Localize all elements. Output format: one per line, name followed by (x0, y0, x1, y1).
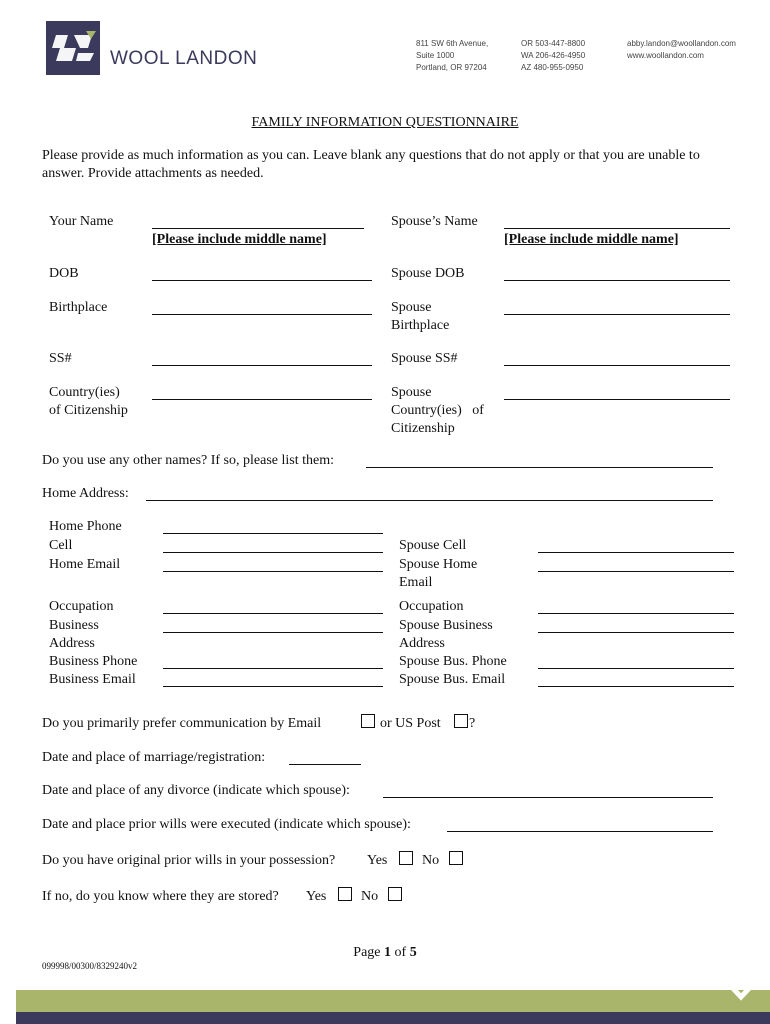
home-address-field[interactable] (146, 500, 713, 501)
business-address-field[interactable] (163, 632, 383, 633)
occupation-field[interactable] (163, 613, 383, 614)
spouse-dob-label: Spouse DOB (391, 266, 465, 281)
intro-text: Please provide as much information as you can. Leave blank any questions that do not apply or that you are unable to answer. Provide attachments as needed. (42, 148, 700, 181)
label-line: Spouse Home (399, 557, 478, 572)
label-line: Country(ies) (49, 385, 120, 400)
spouse-name-label: Spouse’s Name (391, 214, 478, 229)
label-line: Email (399, 575, 433, 590)
spouse-name-field[interactable] (504, 228, 730, 229)
header-contact (627, 38, 736, 62)
spouse-business-address-label (399, 617, 493, 653)
home-address-label: Home Address: (42, 486, 129, 501)
other-names-field[interactable] (366, 467, 713, 468)
spouse-ss-label: Spouse SS# (391, 351, 458, 366)
business-email-field[interactable] (163, 686, 383, 687)
spouse-dob-field[interactable] (504, 280, 730, 281)
birthplace-field[interactable] (152, 314, 372, 315)
ss-field[interactable] (152, 365, 372, 366)
question-mark: ? (469, 716, 476, 731)
spouse-middle-name-note: [Please include middle name] (504, 232, 679, 247)
divorce-label: Date and place of any divorce (indicate which spouse): (42, 783, 350, 798)
business-address-label (49, 617, 99, 653)
original-wills-question: Do you have original prior wills in your possession? (42, 853, 336, 868)
email-link[interactable]: abby.landon@woollandon.com (627, 39, 736, 48)
spouse-citizenship-label (391, 384, 484, 438)
phone-line: AZ 480-955-0950 (521, 63, 584, 72)
spouse-home-email-label (399, 556, 477, 592)
us-post-checkbox[interactable] (454, 714, 468, 728)
home-phone-field[interactable] (163, 533, 383, 534)
wills-stored-no-label: No (361, 889, 379, 904)
spouse-cell-label: Spouse Cell (399, 538, 467, 553)
phone-line: OR 503-447-8800 (521, 39, 586, 48)
original-wills-yes-checkbox[interactable] (399, 851, 413, 865)
page-title: FAMILY INFORMATION QUESTIONNAIRE (251, 115, 519, 130)
logo (46, 21, 100, 75)
home-phone-label: Home Phone (49, 519, 122, 534)
address-line: 811 SW 6th Avenue, (416, 39, 489, 48)
label-line: Address (399, 636, 445, 651)
header-phones (521, 38, 585, 74)
wills-stored-question: If no, do you know where they are stored? (42, 889, 279, 904)
logo-text: WOOL LANDON (110, 48, 258, 69)
spouse-occupation-label: Occupation (399, 599, 464, 614)
phone-line: WA 206-426-4950 (521, 51, 586, 60)
business-phone-label: Business Phone (49, 654, 138, 669)
label-line: Birthplace (391, 318, 450, 333)
citizenship-field[interactable] (152, 399, 372, 400)
spouse-birthplace-field[interactable] (504, 314, 730, 315)
footer-band-navy (16, 1012, 770, 1024)
spouse-bus-phone-field[interactable] (538, 668, 734, 669)
label-line: Spouse Business (399, 618, 493, 633)
business-phone-field[interactable] (163, 668, 383, 669)
your-name-label: Your Name (49, 214, 114, 229)
wills-stored-yes-checkbox[interactable] (338, 887, 352, 901)
wills-stored-no-checkbox[interactable] (388, 887, 402, 901)
communication-question: Do you primarily prefer communication by Email (42, 716, 322, 731)
doc-id: 099998/00300/8329240v2 (42, 961, 138, 971)
other-names-label: Do you use any other names? If so, please list them: (42, 453, 334, 468)
label-line: Spouse (391, 385, 432, 400)
home-email-field[interactable] (163, 571, 383, 572)
header-address (416, 38, 488, 74)
spouse-cell-field[interactable] (538, 552, 734, 553)
occupation-label: Occupation (49, 599, 114, 614)
dob-label: DOB (49, 266, 79, 281)
spouse-bus-phone-label: Spouse Bus. Phone (399, 654, 507, 669)
email-checkbox[interactable] (361, 714, 375, 728)
page-number (0, 944, 770, 962)
business-email-label: Business Email (49, 672, 136, 687)
label-line: of Citizenship (49, 403, 128, 418)
spouse-bus-email-field[interactable] (538, 686, 734, 687)
footer-band-green (16, 990, 770, 1012)
birthplace-label: Birthplace (49, 300, 108, 315)
citizenship-label (49, 384, 128, 420)
cell-field[interactable] (163, 552, 383, 553)
original-wills-yes-label: Yes (367, 853, 388, 868)
cell-label: Cell (49, 538, 73, 553)
spouse-bus-email-label: Spouse Bus. Email (399, 672, 506, 687)
marriage-label: Date and place of marriage/registration: (42, 750, 266, 765)
page-current: 1 (384, 945, 392, 960)
spouse-home-email-field[interactable] (538, 571, 734, 572)
prior-wills-label: Date and place prior wills were executed (indicate which spouse): (42, 817, 411, 832)
page-prefix: Page (353, 945, 385, 960)
us-post-label: or US Post (380, 716, 441, 731)
spouse-citizenship-field[interactable] (504, 399, 730, 400)
home-email-label: Home Email (49, 557, 121, 572)
address-line: Suite 1000 (416, 51, 455, 60)
spouse-ss-field[interactable] (504, 365, 730, 366)
middle-name-note: [Please include middle name] (152, 232, 327, 247)
label-line: Country(ies) of (391, 403, 484, 418)
label-line: Business (49, 618, 99, 633)
ss-label: SS# (49, 351, 72, 366)
original-wills-no-label: No (422, 853, 440, 868)
label-line: Spouse (391, 300, 432, 315)
spouse-birthplace-label (391, 299, 449, 335)
label-line: Address (49, 636, 95, 651)
page-of: of (391, 945, 410, 960)
website-link[interactable]: www.woollandon.com (627, 51, 704, 60)
original-wills-no-checkbox[interactable] (449, 851, 463, 865)
marriage-field[interactable] (289, 764, 361, 765)
spouse-occupation-field[interactable] (538, 613, 734, 614)
logo-mark-icon (46, 21, 100, 75)
dob-field[interactable] (152, 280, 372, 281)
spouse-business-address-field[interactable] (538, 632, 734, 633)
your-name-field[interactable] (152, 228, 364, 229)
divorce-field[interactable] (383, 797, 713, 798)
label-line: Citizenship (391, 421, 455, 436)
chevron-down-icon (726, 981, 756, 1003)
address-line: Portland, OR 97204 (416, 63, 487, 72)
prior-wills-field[interactable] (447, 831, 713, 832)
wills-stored-yes-label: Yes (306, 889, 327, 904)
page-total: 5 (409, 945, 417, 960)
